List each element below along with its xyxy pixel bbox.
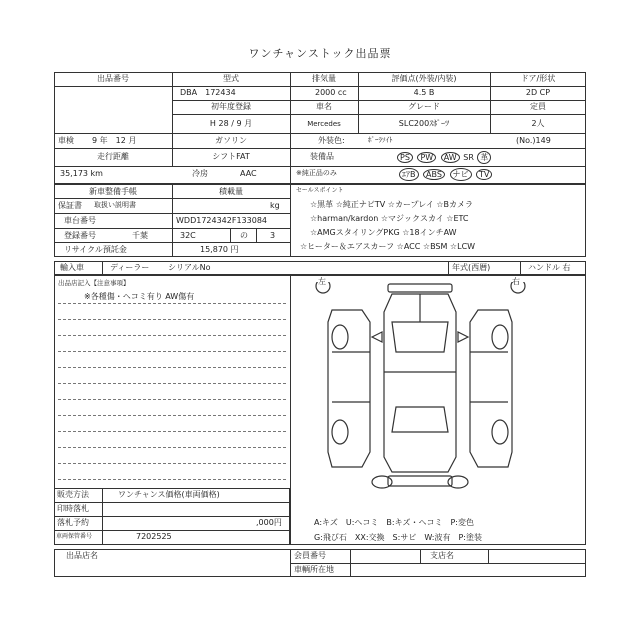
sale-method-label: 販売方法 bbox=[57, 490, 89, 499]
sales-point-3: ☆AMGスタイリングPKG ☆18インチAW bbox=[310, 228, 457, 237]
lot-no-label: 出品番号 bbox=[97, 74, 129, 83]
class-no-label: 登録番号 bbox=[64, 231, 96, 240]
car-location-label: 車輌所在地 bbox=[294, 565, 334, 574]
doors-label: ドア/形状 bbox=[520, 74, 556, 83]
mileage-label: 走行距離 bbox=[97, 152, 129, 161]
load-unit: kg bbox=[270, 201, 280, 210]
model-code: DBA 172434 bbox=[180, 88, 236, 97]
diagram-right-label: 右 bbox=[512, 277, 520, 286]
notes-line-1: ※各種傷・ヘコミ有り AW傷有 bbox=[84, 292, 195, 301]
inspection-value: 9 年 12 月 bbox=[92, 136, 137, 145]
import-handle: ハンドル 右 bbox=[528, 263, 571, 272]
warranty-label: 保証書 bbox=[58, 201, 82, 210]
sales-point-2: ☆harman/kardon ☆マジックスカイ ☆ETC bbox=[310, 214, 469, 223]
load-label: 積載量 bbox=[219, 187, 243, 196]
class-no-num: 32C bbox=[180, 231, 196, 240]
equipment-options: PS PW AW SR 革 bbox=[396, 151, 492, 164]
sales-point-1: ☆黒革 ☆純正ナビTV ☆カープレイ ☆Bカメラ bbox=[310, 200, 474, 209]
class-no-kana: の bbox=[240, 231, 248, 240]
aircon-value: AAC bbox=[240, 169, 257, 178]
member-value: 7202525 bbox=[136, 532, 172, 541]
sales-point-4: ☆ヒーター＆エアスカーフ ☆ACC ☆BSM ☆LCW bbox=[300, 242, 476, 251]
record-book-label: 新車整備手帳 bbox=[89, 187, 137, 196]
import-type: 輸入車 bbox=[60, 263, 84, 272]
transmission-value: シフトFAT bbox=[212, 152, 250, 161]
car-name-value: Mercedes bbox=[307, 120, 341, 128]
first-reg-value: H 28 / 9 月 bbox=[209, 119, 253, 128]
car-damage-diagram bbox=[292, 282, 582, 514]
aircon-label: 冷房 bbox=[192, 169, 208, 178]
import-serial: シリアルNo bbox=[168, 263, 211, 272]
notes-header: 出品店記入【注意事項】 bbox=[58, 279, 130, 287]
recycle-value: 15,870 円 bbox=[200, 245, 239, 254]
exterior-color-value: ﾎﾟｰﾗｿｲﾄ bbox=[368, 136, 393, 144]
diagram-left-label: 左 bbox=[318, 277, 326, 286]
model-label: 型式 bbox=[223, 74, 239, 83]
import-year-type: 年式(西暦) bbox=[452, 263, 491, 272]
grade-label: グレード bbox=[408, 102, 440, 111]
doors-value: 2D CP bbox=[525, 88, 551, 97]
reserve-value: ,000円 bbox=[256, 518, 282, 527]
vin-label: 車台番号 bbox=[64, 216, 96, 225]
class-no-prefix: 千葉 bbox=[132, 231, 148, 240]
mileage-value: 35,173 km bbox=[60, 169, 103, 178]
sales-points-label: セールスポイント bbox=[296, 187, 344, 194]
recycle-label: リサイクル預託金 bbox=[64, 245, 127, 254]
equipment2-options: ｴｱB ABS ナビ TV bbox=[398, 168, 493, 181]
reserve-label: 落札予約 bbox=[57, 518, 89, 527]
warranty-value: 取扱い説明書 bbox=[94, 201, 136, 209]
vin-value: WDD1724342F133084 bbox=[176, 216, 267, 225]
score-label: 評価点(外装/内装) bbox=[391, 74, 457, 83]
member-label: 車両保管番号 bbox=[56, 533, 93, 540]
store-label: 出品店名 bbox=[66, 551, 98, 560]
equipment2-label: ※純正品のみ bbox=[296, 169, 337, 177]
class-no-num2: 3 bbox=[270, 231, 276, 240]
displacement-value: 2000 cc bbox=[315, 88, 347, 97]
sale-method-value: ワンチャンス価格(車両価格) bbox=[118, 490, 220, 499]
score-value: 4.5 B bbox=[413, 88, 435, 97]
capacity-label: 定員 bbox=[530, 102, 546, 111]
legend-line-2: G:飛び石 XX:交換 S:サビ W:波有 P:塗装 bbox=[314, 533, 482, 542]
memo-label: 印時落札 bbox=[57, 504, 89, 513]
import-dealer: ディーラー bbox=[110, 263, 150, 272]
car-name-label: 車名 bbox=[316, 102, 332, 111]
legend-line-1: A:キズ U:ヘコミ B:キズ・ヘコミ P:変色 bbox=[314, 518, 474, 527]
store-name-label: 支店名 bbox=[430, 551, 454, 560]
grade-value: SLC200ｽﾎﾟｰﾂ bbox=[398, 119, 450, 128]
fuel-value: ガソリン bbox=[215, 136, 247, 145]
capacity-value: 2人 bbox=[531, 119, 545, 128]
page-title: ワンチャンストック出品票 bbox=[248, 47, 392, 60]
exterior-color-label: 外装色: bbox=[318, 136, 345, 145]
displacement-label: 排気量 bbox=[312, 74, 336, 83]
exterior-color-code: (No.)149 bbox=[516, 136, 551, 145]
first-reg-label: 初年度登録 bbox=[211, 102, 251, 111]
equipment-label: 装備品 bbox=[310, 152, 334, 161]
inspection-label: 車検 bbox=[58, 136, 74, 145]
member-no-label: 会員番号 bbox=[294, 551, 326, 560]
